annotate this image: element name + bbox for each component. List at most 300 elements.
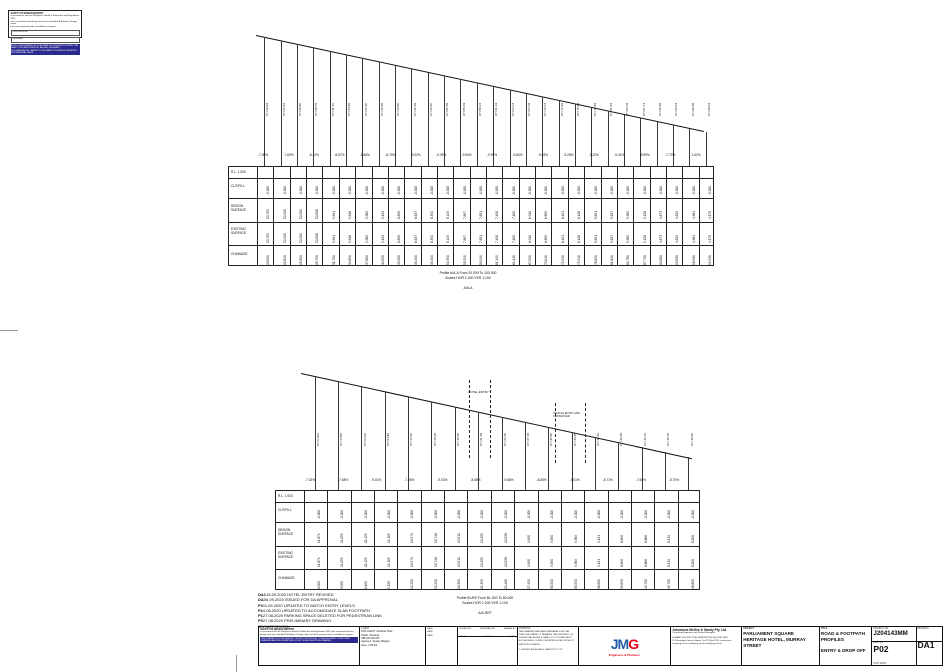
tb-date-row-3: DATE [427,634,433,637]
grade-label: -7.26% [404,478,415,482]
cell-chainage: 28.750 [315,255,320,265]
table-colline [538,491,539,589]
cell-chainage: 12.200 [410,579,415,589]
profile-tick [608,111,609,166]
cell-cut-fill: -0.000 [331,185,336,195]
tb-date-row-2: DATE [427,631,433,634]
firm-logo [579,627,672,665]
cell-cut-fill: -0.000 [560,185,565,195]
table-colline [404,167,405,265]
numbers-divider [872,641,915,642]
cell-design: 5.382 [626,211,631,219]
grade-label: -9.64% [461,153,472,157]
title-block-firm [671,627,742,665]
row-label-chainage: CHAINAGE [278,576,295,580]
row-label-cutfill: CUT/FILL [231,184,245,188]
profile-tick [665,452,666,490]
revision-divider [917,641,942,642]
cell-cut-fill: -0.000 [380,185,385,195]
annotation-line-hotel-entry-2 [490,380,491,458]
chainage-label: CH 21.35 [479,432,484,446]
table-colline [568,167,569,265]
cell-cut-fill: -0.000 [433,509,438,519]
title-block [258,626,943,666]
tb-date-row-1: DATE [427,628,433,630]
chainage-label: CH 12.20 [409,432,414,446]
grade-label: -8.12% [308,153,319,157]
cell-existing: 8.145 [446,235,451,243]
drawing-no-value: P02 [873,644,889,654]
title-block-numbers [872,627,916,665]
cell-cut-fill: -0.000 [397,185,402,195]
cell-existing: 7.651 [479,235,484,243]
cell-design: 8.206 [690,535,695,543]
annotation-vehicle-entry: VEHICLE ENTRY AND CROSSOVER [553,412,580,418]
table-colline [502,167,503,265]
tb-issue-val-2: C.D.M [484,636,491,639]
table-colline [290,167,291,265]
chainage-label: CH 40.55 [379,102,384,116]
grade-label: -7.58% [635,478,646,482]
grade-label: -5.70% [668,478,680,482]
cell-existing: 9.590 [550,559,555,567]
cell-chainage: 9.150 [386,581,391,589]
cell-cut-fill: -0.000 [609,185,614,195]
cell-cut-fill: -0.000 [690,509,695,519]
cell-design: 10.490 [282,209,287,219]
jmg-logo-subtitle: Engineers & Planners [608,652,640,657]
cell-chainage: 49.400 [429,255,434,265]
cell-cut-fill: -0.000 [691,185,696,195]
cell-cut-fill: -0.000 [658,185,663,195]
cell-chainage: 30.500 [550,579,555,589]
cell-existing: 4.619 [675,235,680,243]
cell-design: 8.890 [620,535,625,543]
revision-row: P027.08.2020 PRELIMINARY DRAWING [258,618,332,624]
cell-design: 8.890 [397,211,402,219]
project-label: PROJECT [743,628,755,630]
drawing-title: ROAD & FOOTPATH PROFILES [820,631,865,643]
cell-design: 10.974 [410,533,415,543]
cell-existing: 7.897 [462,235,467,243]
title-block-drawing-title [820,627,873,665]
tb-issue-col-1: ISSUED BY [459,628,472,630]
table-colline [306,167,307,265]
chainage-label: CH 78.89 [592,102,597,116]
cell-design: 8.666 [643,535,648,543]
cell-design: 10.283 [480,533,485,543]
cell-design: 7.160 [511,211,516,219]
cell-existing: 9.121 [597,559,602,567]
cell-existing: 9.841 [331,235,336,243]
cell-cut-fill: -0.000 [462,185,467,195]
cell-design: 4.175 [708,211,713,219]
table-colline [491,491,492,589]
table-colline [304,491,305,589]
cell-design: 8.432 [667,535,672,543]
frame-mark-left [0,330,18,331]
cell-chainage: 46.450 [413,255,418,265]
cell-design: 10.282 [299,209,304,219]
chainage-label: CH 84.78 [625,102,630,116]
cell-design: 7.406 [495,211,500,219]
cell-cut-fill: -0.000 [446,185,451,195]
table-rowline [276,502,699,503]
tb-issue-val-1: J.McB [459,636,466,639]
chainage-label: CH 99.53 [707,102,712,116]
cell-existing: 9.369 [573,559,578,567]
cell-existing: 9.382 [364,235,369,243]
cell-chainage: 15.250 [433,579,438,589]
firm-subtitle: Consulting Engineers and Project Managers [672,632,716,635]
chainage-label: CH 45.75 [666,432,671,446]
cell-chainage: 70.040 [544,255,549,265]
cell-cut-fill: -0.000 [429,185,434,195]
chainage-label: CH 19.93 [265,102,270,116]
table-colline [514,491,515,589]
profile-bottom-grade-line [301,373,692,459]
chainage-label: CH 43.50 [396,102,401,116]
cell-cut-fill: -0.000 [597,509,602,519]
grade-label: -9.41% [614,153,625,157]
table-rowline [276,569,699,570]
cell-cut-fill: -0.000 [528,185,533,195]
tb-safety-body: In accordance with the Workplace Health & Safety Act and Regulations 2011 risks associated with this design have been identified. A Safety In Design report has been prepared and is available on request. [260,631,354,636]
cell-chainage: 31.700 [331,255,336,265]
safety-note-line-3: has been prepared and is available on request. [10,26,57,28]
cell-chainage: 37.600 [364,255,369,265]
cell-chainage: 78.890 [593,255,598,265]
cell-cut-fill: -0.000 [413,185,418,195]
cell-chainage: 48.800 [690,579,695,589]
cell-existing: 4.175 [708,235,713,243]
cell-cut-fill: -0.000 [495,185,500,195]
tb-approval-footer: © JOHNSTONE McGEE & GANDY PTY LTD [518,648,563,651]
cell-existing: 7.160 [511,235,516,243]
firm-contact-1: HOBART (03) 6231 2555 LAUNCESTON (03) 6331 6555 [672,637,728,640]
annotation-hotel-entry: HOTEL ENTRY [468,390,489,394]
tb-client-line-1: FOR CLIENT : Mondrian Hotel [361,631,393,634]
profile-bottom-caption-2: Scales HOR 1:200 VER 1:100 [462,601,508,605]
table-colline [519,167,520,265]
grade-label: -1.62% [690,153,701,157]
cell-existing: 10.058 [503,557,508,567]
cell-existing: 8.890 [620,559,625,567]
cell-design: 7.651 [479,211,484,219]
tb-approval-heading: APPROVAL [518,628,531,630]
cell-cut-fill: -0.000 [626,185,631,195]
cell-design: 4.364 [691,211,696,219]
chainage-label: CH 24.40 [502,432,507,446]
cell-cut-fill: -0.000 [364,185,369,195]
cell-design: 9.830 [527,535,532,543]
cell-chainage: 61.190 [495,255,500,265]
cell-chainage: 99.530 [708,255,713,265]
chainage-label: CH 58.24 [478,102,483,116]
cell-cut-fill: -0.000 [479,185,484,195]
title-block-approval [518,627,579,665]
chainage-label: CH 34.65 [347,102,352,116]
chainage-label: CH 93.63 [674,102,679,116]
cell-design: 4.619 [675,211,680,219]
grade-label: -7.73% [665,153,676,157]
table-colline [355,167,356,265]
table-colline [257,167,258,265]
chainage-label: CH 36.60 [596,432,601,446]
profile-tick [706,132,707,166]
chainage-label: CH 27.45 [526,432,531,446]
table-colline [388,167,389,265]
chainage-label: CH 3.050 [339,432,344,446]
tb-issue-col-3: DRAWN BY [503,628,516,630]
profile-top [228,28,723,290]
profile-tick [455,407,456,490]
chainage-label: CH 18.30 [455,432,460,446]
title-block-dates [426,627,458,665]
safety-note-heading: SAFETY IN DESIGN REPORT [10,12,44,15]
cell-chainage: 40.550 [380,255,385,265]
cell-existing: 11.423 [363,557,368,567]
table-colline [486,167,487,265]
cell-design: 6.146 [577,211,582,219]
project-no-label: PROJECT NO. [873,628,889,630]
table-colline [535,167,536,265]
grade-label: -8.99% [639,153,650,157]
cell-design: 11.874 [316,533,321,543]
chainage-label: CH 22.84 [281,102,286,116]
plot-date-label: PLOT DATE : [873,662,888,665]
row-label-existing: EXISTING SURFACE [231,227,247,235]
revision-label: REVISION [917,628,929,630]
cell-existing: 10.282 [299,233,304,243]
table-colline [322,167,323,265]
cell-design: 11.195 [386,533,391,543]
tb-approval-body: THIS DRAWING HAS BEEN PREPARED FOR THE PURPOSE STATED. IT REMAINS THE PROPERTY OF JOHNSTONE McGEE & GANDY PTY LTD AND MUST NOT BE USED, COPIED OR REPRODUCED WITHOUT WRITTEN CONSENT. [518,631,574,646]
cell-existing: 4.873 [658,235,663,243]
table-colline [633,167,634,265]
grade-label: -9.22% [588,153,599,157]
chainage-label: CH 15.25 [432,432,437,446]
cell-design: 5.128 [642,211,647,219]
cell-cut-fill: -0.000 [544,185,549,195]
cell-design: 8.145 [446,211,451,219]
tb-safety-bluebar: THIS DRAWING IS TO BE READ IN CONJUNCTION WITH ALL OTHER RELEVANT CONSULTANT DRAWINGS AND SPECIFICATIONS. DO NOT SCALE FROM THIS DRAWING. [260,637,358,643]
cell-cut-fill: -0.000 [527,509,532,519]
table-colline [682,167,683,265]
project-no-value: J204143MM [873,630,908,637]
profile-tick [477,83,478,166]
profile-tick [657,122,658,166]
cell-existing: 10.512 [456,557,461,567]
profile-tick [673,125,674,166]
cell-existing: 10.974 [410,557,415,567]
tb-issue-col-2: DESIGNED BY [480,628,495,630]
cell-chainage: 43.500 [397,255,402,265]
revision-value: DA1 [917,640,935,650]
row-label-design: DESIGN SURFACE [231,204,247,212]
cell-chainage: 0.000 [316,581,321,589]
chainage-label: CH 64.14 [510,102,515,116]
cell-cut-fill: -0.000 [573,509,578,519]
grade-label: -9.49% [436,153,447,157]
cell-design: 9.382 [364,211,369,219]
grade-label: -8.58% [470,478,481,482]
profile-tick [688,457,689,490]
table-colline [601,167,602,265]
cell-existing: 9.616 [348,235,353,243]
grade-label: -9.99% [487,153,498,157]
chainage-label: CH 25.80 [298,102,303,116]
table-colline [617,167,618,265]
profile-tick [642,447,643,490]
cell-existing: 10.703 [266,233,271,243]
revision-list [258,592,382,629]
chainage-label: CH 67.09 [527,102,532,116]
tb-safety-heading: SAFETY IN DESIGN REPORT [260,628,295,631]
grade-label: -9.68% [503,478,514,482]
table-rowline [276,546,699,547]
chainage-label: CH 52.35 [445,102,450,116]
cell-chainage: 27.450 [527,579,532,589]
title-block-project [742,627,820,665]
revision-row: P24.08.2020 UPDATED TO ACCOMODATE SLAB FOOTPATH [258,607,371,613]
table-colline [650,167,651,265]
grade-label: -9.84% [512,153,523,157]
chainage-label: CH 70.04 [543,102,548,116]
cell-cut-fill: -0.000 [456,509,461,519]
cell-existing: 10.748 [433,557,438,567]
cell-chainage: 22.840 [282,255,287,265]
cell-design: 6.401 [560,211,565,219]
profile-bottom-caption-1: Profile BL/BS From BL.000 To 80.000 [456,596,514,600]
chainage-label: CH 75.94 [576,102,581,116]
cell-cut-fill: -0.000 [266,185,271,195]
cell-cut-fill: -0.000 [386,509,391,519]
cell-existing: 9.132 [380,235,385,243]
chainage-label: CH 61.19 [494,102,499,116]
cell-existing: 6.146 [577,235,582,243]
profile-bottom-data-table [275,490,700,590]
cell-chainage: 6.100 [363,581,368,589]
cell-design: 11.653 [340,533,345,543]
table-rowline [229,178,713,179]
profile-bottom-caption-3: A/A-REF [478,611,492,615]
grade-label: -9.53% [437,478,448,482]
firm-contact-3: www.jmg.net.au mail@jmg.net.au mail@jmg.net.au [672,643,722,646]
table-colline [327,491,328,589]
cell-design: 9.369 [573,535,578,543]
table-rowline [276,522,699,523]
tb-client-line-4: Approved : Design Manager [361,641,390,644]
cell-design: 9.132 [380,211,385,219]
cell-existing: 4.364 [691,235,696,243]
cell-existing: 8.206 [690,559,695,567]
cell-chainage: 18.300 [456,579,461,589]
chainage-label: CH 90.68 [657,102,662,116]
chainage-label: CH 81.84 [608,102,613,116]
grade-label: -7.60% [283,153,294,157]
cell-existing: 5.382 [626,235,631,243]
table-colline [699,167,700,265]
grade-label: -7.68% [338,478,349,482]
revision-row: P311.09.2020 UPDATED TO MATCH ENTRY LEVELS [258,602,355,608]
table-colline [561,491,562,589]
cell-design: 10.703 [266,209,271,219]
cell-design: 7.897 [462,211,467,219]
cell-existing: 10.068 [315,233,320,243]
cell-design: 10.058 [503,533,508,543]
cell-design: 6.655 [544,211,549,219]
chainage-label: CH 49.40 [428,102,433,116]
chainage-label: CH 96.58 [690,102,695,116]
cell-cut-fill: -0.000 [316,509,321,519]
cell-cut-fill: -0.000 [708,185,713,195]
cell-cut-fill: -0.000 [620,509,625,519]
cell-chainage: 72.990 [560,255,565,265]
jmg-logo-text: JMG [610,635,639,652]
cell-chainage: 64.140 [511,255,516,265]
grade-label: -8.87% [334,153,345,157]
cell-design: 10.068 [315,209,320,219]
cell-existing: 5.637 [609,235,614,243]
safety-note-row-2: DESIGNER [11,37,80,43]
chainage-label: CH 72.99 [559,102,564,116]
title-block-issue [458,627,517,665]
chainage-label: CH 39.65 [619,432,624,446]
safety-note-line-2: risks associated with design have been identified. A Safety In Design report [10,20,77,26]
drawing-no-label: DRG. NO. [873,642,884,644]
table-colline [584,167,585,265]
cell-chainage: 42.700 [643,579,648,589]
grade-label: -9.01% [569,478,580,482]
row-label-existing: EXISTING SURFACE [278,551,294,559]
safety-in-design-note [8,10,82,55]
chainage-label: CH 30.50 [549,432,554,446]
cell-existing: 6.401 [560,235,565,243]
cell-existing: 5.128 [642,235,647,243]
cell-cut-fill: -0.000 [480,509,485,519]
table-colline [351,491,352,589]
row-label-cutfill: CUT/FILL [278,508,292,512]
cell-existing: 8.637 [413,235,418,243]
cell-chainage: 75.940 [577,255,582,265]
cell-existing: 8.666 [643,559,648,567]
cell-cut-fill: -0.000 [675,185,680,195]
table-colline [374,491,375,589]
profile-tick [689,129,690,166]
cell-existing: 9.830 [527,559,532,567]
cell-chainage: 24.400 [503,579,508,589]
cell-design: 5.891 [593,211,598,219]
cell-existing: 8.432 [667,559,672,567]
profile-tick [264,38,265,166]
cell-design: 9.121 [597,535,602,543]
chainage-label: CH 9.150 [385,432,390,446]
table-colline [453,167,454,265]
profile-tick [411,69,412,166]
cell-design: 8.392 [429,211,434,219]
cell-existing: 10.283 [480,557,485,567]
row-label-rl: R.L. 1.000 [231,170,246,174]
cell-chainage: 45.750 [667,579,672,589]
table-colline [467,491,468,589]
revision-header: REV DATE REVISION [258,624,290,629]
frame-mark-bottom [236,655,237,672]
cell-chainage: 81.840 [609,255,614,265]
cell-cut-fill: -0.000 [511,185,516,195]
cell-design: 10.748 [433,533,438,543]
table-colline [608,491,609,589]
